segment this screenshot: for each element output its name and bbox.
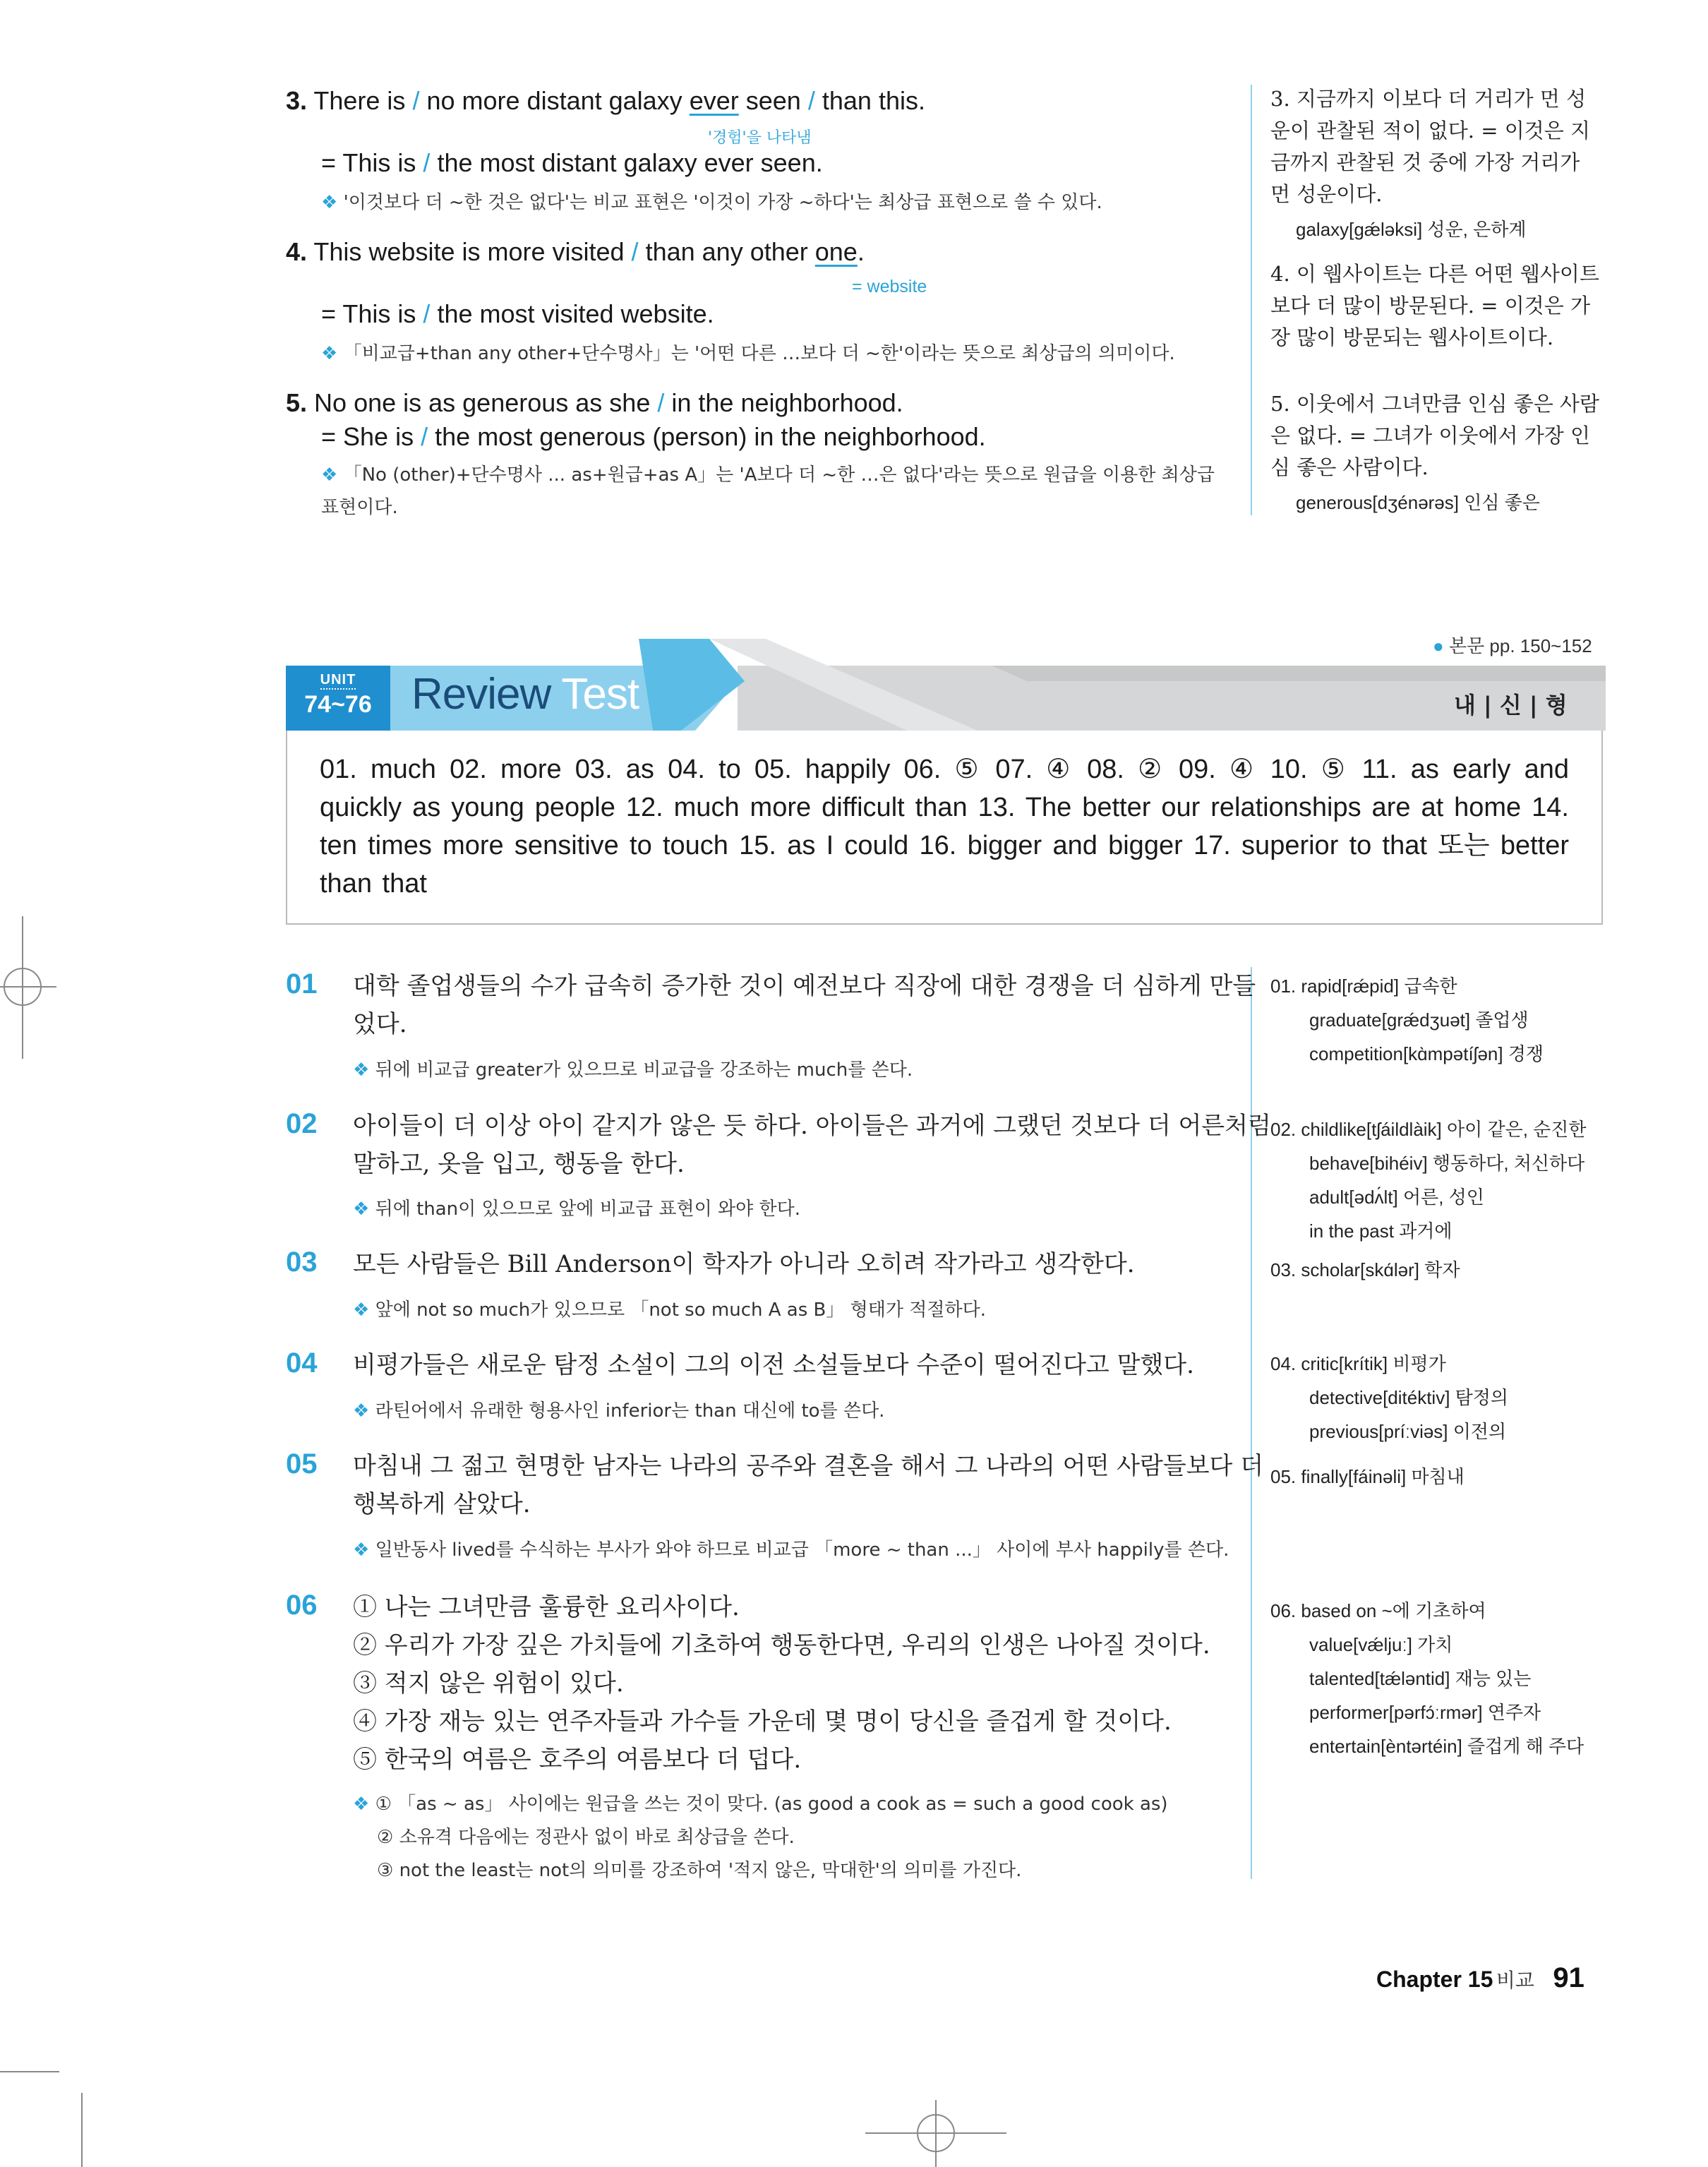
question-06-notes: ❖ ① 「as ~ as」 사이에는 원급을 쓰는 것이 맞다. (as good a cook as = such a good cook as) ② 소유격 다음에는 정관사 없이 바로 최상급을 쓴다. ③ not the least는 not의 의미를 강조하여 '적지 않은, 막대한'의 의미를 가진다. xyxy=(353,1794,1168,1881)
diamond-icon: ❖ xyxy=(353,1794,370,1815)
diamond-icon: ❖ xyxy=(353,1539,370,1561)
diamond-icon: ❖ xyxy=(321,343,338,364)
page-reference: ● 본문 pp. 150~152 xyxy=(1433,635,1592,656)
page-footer: Chapter 15 비교 91 xyxy=(1376,1962,1584,1993)
item-4-note: ❖ 「비교급+than any other+단수명사」는 '어떤 다른 …보다 더 ~한'이라는 뜻으로 최상급의 의미이다. xyxy=(321,343,1175,364)
item-4-annotation: = website xyxy=(852,277,927,296)
item-5-restatement: = She is / the most generous (person) in the neighborhood. xyxy=(321,422,986,451)
question-number: 04 xyxy=(286,1347,318,1379)
question-number: 01 xyxy=(286,968,318,1000)
question-05-note: ❖ 일반동사 lived를 수식하는 부사가 와야 하므로 비교급 「more ~ than ...」 사이에 부사 happily를 쓴다. xyxy=(353,1539,1229,1561)
slash: / xyxy=(412,86,420,115)
diamond-icon: ❖ xyxy=(353,1199,370,1220)
right-divider-top xyxy=(1251,85,1252,515)
unit-badge: UNIT 74~76 xyxy=(304,672,372,718)
item-5-vocab: generous[dʒénərəs] 인심 좋은 xyxy=(1296,492,1540,513)
question-01-vocab: 01. rapid[rǽpid] 급속한 graduate[grǽdʒuət] 졸업생 competition[kɑ̀mpətíʃən] 경쟁 xyxy=(1270,976,1544,1064)
item-3-vocab: galaxy[gǽləksi] 성운, 은하계 xyxy=(1296,219,1527,240)
review-test-title: Review Test xyxy=(411,670,639,719)
diamond-icon: ❖ xyxy=(321,464,338,486)
question-06-vocab: 06. based on ~에 기초하여 value[vǽljuː] 가치 talented[tǽləntid] 재능 있는 performer[pərfɔ́ːrmər] 연주자 entertain[èntərtéin] 즐겁게 해 주다 xyxy=(1270,1600,1584,1757)
item-4-restatement: = This is / the most visited website. xyxy=(321,299,714,328)
question-number: 06 xyxy=(286,1590,318,1621)
item-3-annotation: '경험'을 나타냄 xyxy=(708,129,812,147)
question-03-text: 모든 사람들은 Bill Anderson이 학자가 아니라 오히려 작가라고 생각한다. xyxy=(353,1250,1135,1278)
answer-key: 01. much 02. more 03. as 04. to 05. happily 06. ⑤ 07. ④ 08. ② 09. ④ 10. ⑤ 11. as early and quickly as young people 12. much more difficult than 13. The better our relationships are at home 14. ten times more sensitive to touch 15. as I could 16. bigger and bigger 17. superior to that 또는 better than that xyxy=(320,755,1569,899)
question-number: 02 xyxy=(286,1108,318,1139)
question-number: 03 xyxy=(286,1247,318,1278)
item-4-sentence: 4. This website is more visited / than any other one. xyxy=(286,237,865,266)
question-03-note: ❖ 앞에 not so much가 있으므로 「not so much A as B」 형태가 적절하다. xyxy=(353,1299,986,1321)
diamond-icon: ❖ xyxy=(321,192,338,213)
question-02-note: ❖ 뒤에 than이 있으므로 앞에 비교급 표현이 와야 한다. xyxy=(353,1199,800,1220)
item-5-sentence: 5. No one is as generous as she / in the neighborhood. xyxy=(286,388,903,417)
item-5-note: ❖ 「No (other)+단수명사 ... as+원급+as A」는 'A보다 더 ~한 …은 없다'라는 뜻으로 원급을 이용한 최상급 표현이다. xyxy=(321,464,1215,518)
question-01-text: 대학 졸업생들의 수가 급속히 증가한 것이 예전보다 직장에 대한 경쟁을 더 심하게 만들 었다. xyxy=(353,972,1256,1038)
item-4-translation: 4. 이 웹사이트는 다른 어떤 웹사이트보다 더 많이 방문된다. = 이것은 가장 많이 방문되는 웹사이트이다. xyxy=(1270,262,1599,349)
question-01-note: ❖ 뒤에 비교급 greater가 있으므로 비교급을 강조하는 much를 쓴다. xyxy=(353,1060,913,1081)
question-03-vocab: 03. scholar[skɑ́lər] 학자 xyxy=(1270,1259,1460,1280)
question-number: 05 xyxy=(286,1448,318,1479)
item-3-note: ❖ '이것보다 더 ~한 것은 없다'는 비교 표현은 '이것이 가장 ~하다'는 최상급 표현으로 쓸 수 있다. xyxy=(321,192,1102,213)
question-06-text: ① 나는 그녀만큼 훌륭한 요리사이다. ② 우리가 가장 깊은 가치들에 기초하여 행동한다면, 우리의 인생은 나아질 것이다. ③ 적지 않은 위험이 있다. ④ 가장 재능 있는 연주자들과 가수들 가운데 몇 명이 당신을 즐겁게 할 것이다. ⑤ 한국의 여름은 호주의 여름보다 더 덥다. xyxy=(353,1593,1210,1774)
question-05-vocab: 05. finally[fáinəli] 마침내 xyxy=(1270,1466,1465,1487)
item-5-translation: 5. 이웃에서 그녀만큼 인심 좋은 사람은 없다. = 그녀가 이웃에서 가장 인심 좋은 사람이다. xyxy=(1270,392,1599,479)
question-02-vocab: 02. childlike[tʃáildlàik] 아이 같은, 순진한 behave[bihéiv] 행동하다, 처신하다 adult[ədʌ́lt] 어른, 성인 in the past 과거에 xyxy=(1270,1119,1587,1242)
diamond-icon: ❖ xyxy=(353,1060,370,1081)
question-02-text: 아이들이 더 이상 아이 같지가 않은 듯 하다. 아이들은 과거에 그랬던 것보다 더 어른처럼 말하고, 옷을 입고, 행동을 한다. xyxy=(353,1112,1271,1178)
question-04-note: ❖ 라틴어에서 유래한 형용사인 inferior는 than 대신에 to를 쓴다. xyxy=(353,1400,885,1422)
item-3-restatement: = This is / the most distant galaxy ever seen. xyxy=(321,148,823,177)
exam-type-tag: 내 | 신 | 형 xyxy=(1454,692,1568,719)
right-divider-bottom xyxy=(1251,967,1252,1879)
answer-box xyxy=(286,731,1603,925)
question-04-vocab: 04. critic[krítik] 비평가 detective[ditéktiv] 탐정의 previous[príːviəs] 이전의 xyxy=(1270,1353,1509,1442)
bullet-icon: ● xyxy=(1433,635,1444,656)
diamond-icon: ❖ xyxy=(353,1400,370,1422)
diamond-icon: ❖ xyxy=(353,1299,370,1321)
item-3-sentence: 3. There is / no more distant galaxy ever seen / than this. xyxy=(286,86,925,115)
question-04-text: 비평가들은 새로운 탐정 소설이 그의 이전 소설들보다 수준이 떨어진다고 말했다. xyxy=(353,1351,1194,1379)
question-05-text: 마침내 그 젊고 현명한 남자는 나라의 공주와 결혼을 해서 그 나라의 어떤 사람들보다 더 행복하게 살았다. xyxy=(353,1452,1264,1518)
item-3-translation: 3. 지금까지 이보다 더 거리가 먼 성운이 관찰된 적이 없다. = 이것은 지금까지 관찰된 것 중에 가장 거리가 먼 성운이다. xyxy=(1270,87,1591,206)
page-number: 91 xyxy=(1553,1962,1584,1993)
